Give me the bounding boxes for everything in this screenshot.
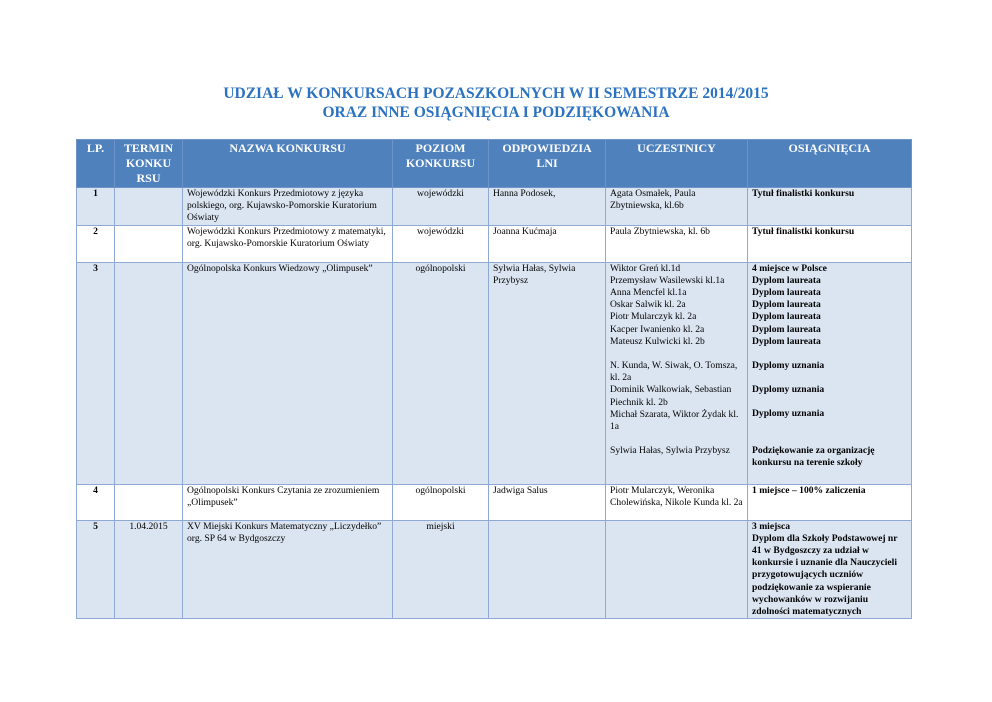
cell-osiagniecia: Tytuł finalistki konkursu: [748, 225, 912, 262]
participant-entry: Dominik Walkowiak, Sebastian Piechnik kl. 2b: [610, 384, 732, 408]
achievement-entry: 1 miejsce – 100% zaliczenia: [752, 484, 866, 496]
cell-nazwa: Ogólnopolski Konkurs Czytania ze zrozumieniem „Olimpusek”: [183, 484, 393, 520]
cell-nazwa: XV Miejski Konkurs Matematyczny „Liczydełko” org. SP 64 w Bydgoszczy: [183, 520, 393, 619]
participant-entry: Kacper Iwanienko kl. 2a: [610, 323, 705, 335]
cell-uczestnicy: [606, 262, 748, 484]
header-lp: LP.: [77, 140, 115, 188]
header-termin: TERMIN KONKU RSU: [115, 140, 183, 188]
cell-nazwa: Ogólnopolska Konkurs Wiedzowy „Olimpusek”: [183, 262, 393, 484]
document-title-line1: UDZIAŁ W KONKURSACH POZASZKOLNYCH W II SEMESTRZE 2014/2015: [223, 85, 769, 102]
cell-lp: 3: [77, 262, 115, 484]
cell-nazwa: Wojewódzki Konkurs Przedmiotowy z matematyki, org. Kujawsko-Pomorskie Kuratorium Oświaty: [183, 225, 393, 262]
achievement-entry: Dyplom laureata: [752, 299, 821, 311]
table-row: [77, 262, 912, 484]
achievement-entry: 4 miejsce w Polsce: [752, 262, 827, 274]
cell-termin: [115, 225, 183, 262]
document-title-line2: ORAZ INNE OSIĄGNIĘCIA I PODZIĘKOWANIA: [322, 104, 670, 121]
cell-osiagniecia: [748, 484, 912, 520]
table-row: [77, 188, 912, 226]
header-nazwa: NAZWA KONKURSU: [183, 140, 393, 188]
cell-odpowiedzialni: [489, 520, 606, 619]
cell-poziom: ogólnopolski: [393, 484, 489, 520]
participant-entry: Oskar Salwik kl. 2a: [610, 299, 686, 311]
participant-entry: Michał Szarata, Wiktor Żydak kl. 1a: [610, 408, 739, 433]
participant-entry: Sylwia Hałas, Sylwia Przybysz: [610, 445, 730, 457]
cell-uczestnicy: [606, 520, 748, 619]
header-osiagniecia: OSIĄGNIĘCIA: [748, 140, 912, 188]
cell-osiagniecia: [748, 262, 912, 484]
participant-entry: Piotr Mularczyk kl. 2a: [610, 311, 697, 323]
achievement-entry: Dyplom laureata: [752, 274, 821, 286]
cell-odpowiedzialni: Joanna Kućmaja: [489, 225, 606, 262]
cell-osiagniecia: Tytuł finalistki konkursu: [748, 188, 912, 226]
achievement-entry: 3 miejsca: [752, 520, 791, 532]
cell-poziom: wojewódzki: [393, 225, 489, 262]
cell-odpowiedzialni: Hanna Podosek,: [489, 188, 606, 226]
cell-poziom: ogólnopolski: [393, 262, 489, 484]
table-row: [77, 520, 912, 619]
participant-entry: Piotr Mularczyk, Weronika Cholewińska, Nikole Kunda kl. 2a: [610, 484, 743, 508]
achievement-entry: Dyplom laureata: [752, 335, 821, 347]
cell-uczestnicy: Paula Zbytniewska, kl. 6b: [606, 225, 748, 262]
table-row: [77, 225, 912, 262]
achievement-entry: Dyplom laureata: [752, 323, 821, 335]
cell-lp: 2: [77, 225, 115, 262]
cell-osiagniecia: [748, 520, 912, 619]
participant-entry: Przemysław Wasilewski kl.1a: [610, 274, 725, 286]
achievement-entry: Dyplom laureata: [752, 311, 821, 323]
cell-termin: [115, 484, 183, 520]
achievement-entry: Dyplomy uznania: [752, 360, 825, 372]
achievement-entry: Podziękowanie za organizację konkursu na terenie szkoły: [752, 444, 875, 468]
achievement-entry: Dyplomy uznania: [752, 408, 825, 420]
cell-uczestnicy: [606, 484, 748, 520]
achievement-entry: Dyplomy uznania: [752, 384, 825, 396]
table-header-row: [77, 140, 912, 188]
participant-entry: Anna Mencfel kl.1a: [610, 287, 687, 299]
cell-termin: 1.04.2015: [115, 520, 183, 619]
cell-lp: 1: [77, 188, 115, 226]
achievement-entry: Dyplom dla Szkoły Podstawowej nr 41 w Bydgoszczy za udział w konkursie i uznanie dla Nauczycieli przygotowujących uczniów podziękowanie za wspieranie wychowanków w rozwijaniu zdolności matematycznych: [752, 532, 898, 618]
cell-odpowiedzialni: Sylwia Hałas, Sylwia Przybysz: [489, 262, 606, 484]
cell-uczestnicy: Agata Osmałek, Paula Zbytniewska, kl.6b: [606, 188, 748, 226]
cell-lp: 5: [77, 520, 115, 619]
participant-entry: Wiktor Greń kl.1d: [610, 262, 681, 274]
table-row: [77, 484, 912, 520]
header-odpowiedzialni: ODPOWIEDZIA LNI: [489, 140, 606, 188]
achievement-entry: Dyplom laureata: [752, 287, 821, 299]
participant-entry: Mateusz Kulwicki kl. 2b: [610, 335, 705, 347]
cell-odpowiedzialni: Jadwiga Salus: [489, 484, 606, 520]
participant-entry: N. Kunda, W. Siwak, O. Tomsza, kl. 2a: [610, 360, 738, 384]
cell-termin: [115, 262, 183, 484]
contests-table: [76, 139, 912, 619]
header-poziom: POZIOM KONKURSU: [393, 140, 489, 188]
cell-poziom: miejski: [393, 520, 489, 619]
cell-lp: 4: [77, 484, 115, 520]
cell-nazwa: Wojewódzki Konkurs Przedmiotowy z języka polskiego, org. Kujawsko-Pomorskie Kuratorium Oświaty: [183, 188, 393, 226]
header-uczestnicy: UCZESTNICY: [606, 140, 748, 188]
cell-poziom: wojewódzki: [393, 188, 489, 226]
cell-termin: [115, 188, 183, 226]
